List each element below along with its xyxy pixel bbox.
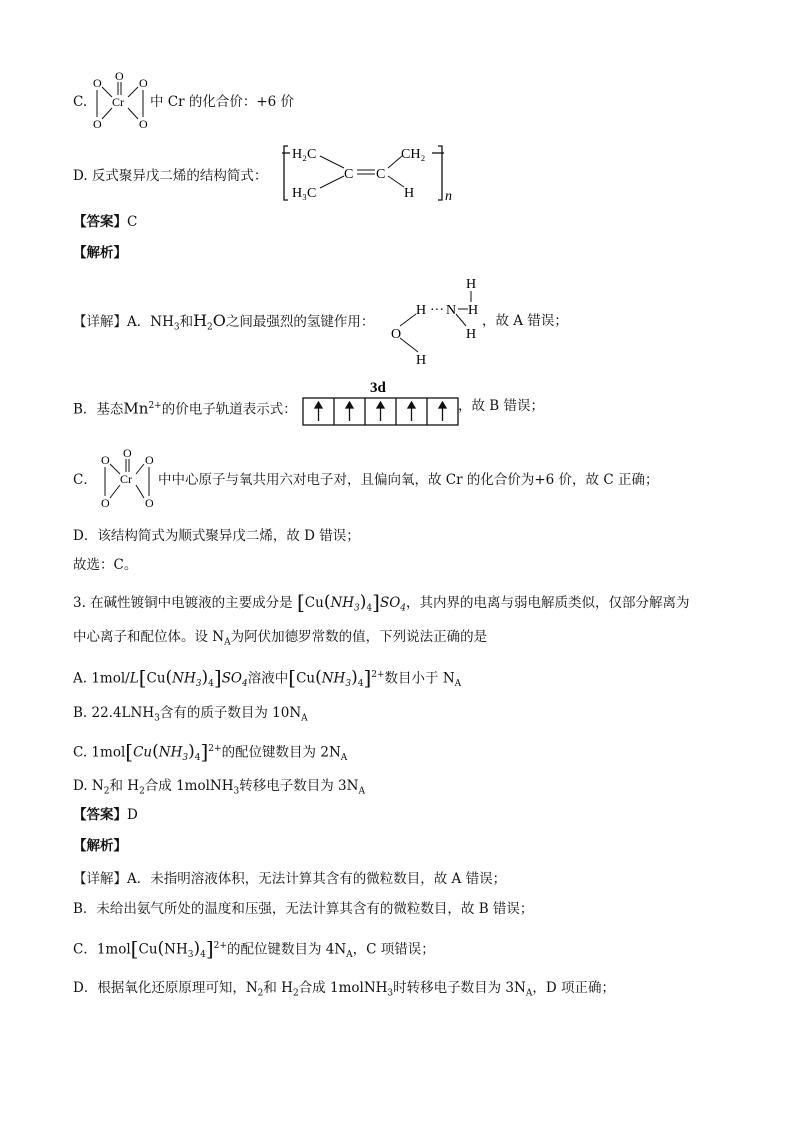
detail2-a: 【详解】A．未指明溶液体积，无法计算其含有的微粒数目，故 A 错误； bbox=[73, 871, 507, 887]
h-atom: H bbox=[404, 186, 415, 201]
cro5-structure-2 bbox=[96, 447, 162, 511]
svg-text:O: O bbox=[101, 453, 110, 467]
o-atom: O bbox=[93, 76, 102, 90]
svg-text:Cr: Cr bbox=[120, 472, 132, 486]
svg-text:H: H bbox=[468, 303, 479, 318]
q3-option-b: B. $22.4LNH_3$含有的质子数目为 $10N_A$ bbox=[73, 705, 308, 724]
q3-option-c: C. $1mol[Cu(NH_3)_4]^{2+}$的配位键数目为 $2N_A$ bbox=[73, 739, 348, 764]
orbital-diagram bbox=[302, 375, 462, 427]
detail-a-tail: ，故 A 错误； bbox=[482, 313, 568, 329]
c-atom: C bbox=[376, 167, 386, 182]
c-atom: C bbox=[344, 167, 354, 182]
detail-b-tail: ，故 B 错误； bbox=[458, 398, 545, 414]
detail-c-text: 中中心原子与氧共用六对电子对，且偏向氧，故 Cr 的化合价为+6 价，故 C 正确； bbox=[158, 472, 659, 488]
hydrogen-bond-diagram bbox=[386, 272, 486, 368]
svg-text:O: O bbox=[145, 496, 154, 510]
detail-b: B．基态$Mn^{2+}$的价电子轨道表示式： bbox=[73, 399, 297, 418]
detail2-d: D．根据氧化还原原理可知，$N_2$和 $H_2$合成 1molNH$_3$时转移电子数目为 $3N_A$，D 项正确； bbox=[73, 980, 615, 999]
q3-line2: 中心离子和配位体。设 $N_A$为阿伏加德罗常数的值，下列说法正确的是 bbox=[73, 629, 488, 648]
q3-option-d: D. $N_2$和 $H_2$合成 1molNH$_3$转移电子数目为 $3N_A$ bbox=[73, 778, 365, 797]
option-c-prefix: C. bbox=[73, 94, 88, 110]
n-subscript: n bbox=[445, 189, 452, 204]
cro5-structure-1 bbox=[88, 70, 158, 132]
o-atom: O bbox=[139, 76, 148, 90]
svg-text:H: H bbox=[466, 277, 477, 292]
analysis-label-1: 【解析】 bbox=[73, 245, 127, 261]
detail2-c: C．$1mol[Cu(NH_3)_4]^{2+}$的配位键数目为 $4N_A$，C 项错误； bbox=[73, 936, 435, 961]
analysis-label-2: 【解析】 bbox=[73, 838, 127, 854]
svg-text:3d: 3d bbox=[370, 380, 386, 396]
q3-line1: 3. 在碱性镀铜中电镀液的主要成分是 $[Cu(NH_3)_4]SO_4$，其内界的电离与弱电解质类似，仅部分解离为 bbox=[73, 590, 690, 614]
o-atom: O bbox=[93, 117, 102, 131]
svg-text:O: O bbox=[123, 447, 132, 460]
polymer-structure bbox=[280, 142, 460, 204]
choose-1: 故选：C。 bbox=[73, 557, 138, 573]
cr-atom: Cr bbox=[112, 95, 124, 109]
option-c-text: 中 Cr 的化合价：+6 价 bbox=[150, 94, 295, 110]
q3-option-a: A. $1mol/L[Cu(NH_3)_4]SO_4$溶液中$[Cu(NH_3)_4]^{2+}$数目小于 $N_A$ bbox=[73, 665, 462, 690]
answer-value: C bbox=[127, 214, 138, 230]
detail-c-head: C． bbox=[73, 472, 97, 488]
svg-text:H: H bbox=[416, 303, 427, 318]
answer-1 bbox=[73, 212, 137, 232]
svg-text:O: O bbox=[101, 496, 110, 510]
ch2-group: CH₂ bbox=[401, 147, 426, 162]
svg-text:H: H bbox=[466, 327, 477, 342]
h3c-group: H₃C bbox=[292, 186, 317, 201]
svg-text:H: H bbox=[416, 353, 427, 368]
o-atom: O bbox=[139, 117, 148, 131]
detail2-b: B．未给出氨气所处的温度和压强，无法计算其含有的微粒数目，故 B 错误； bbox=[73, 901, 534, 917]
answer-label: 【答案】 bbox=[73, 214, 127, 230]
answer-2: 【答案】D bbox=[73, 807, 138, 823]
option-c-line bbox=[73, 92, 87, 112]
h2c-group: H₂C bbox=[292, 147, 317, 162]
detail-d: D．该结构简式为顺式聚异戊二烯，故 D 错误； bbox=[73, 528, 360, 544]
svg-text:O: O bbox=[391, 327, 402, 342]
o-atom: O bbox=[115, 70, 124, 83]
svg-text:N: N bbox=[446, 303, 457, 318]
option-d-line: D. 反式聚异戊二烯的结构简式： bbox=[73, 168, 268, 184]
svg-text:···: ··· bbox=[430, 303, 444, 318]
detail-a: 【详解】A．$NH_3$和$H_2O$之间最强烈的氢键作用： bbox=[73, 311, 375, 333]
svg-text:O: O bbox=[145, 453, 154, 467]
